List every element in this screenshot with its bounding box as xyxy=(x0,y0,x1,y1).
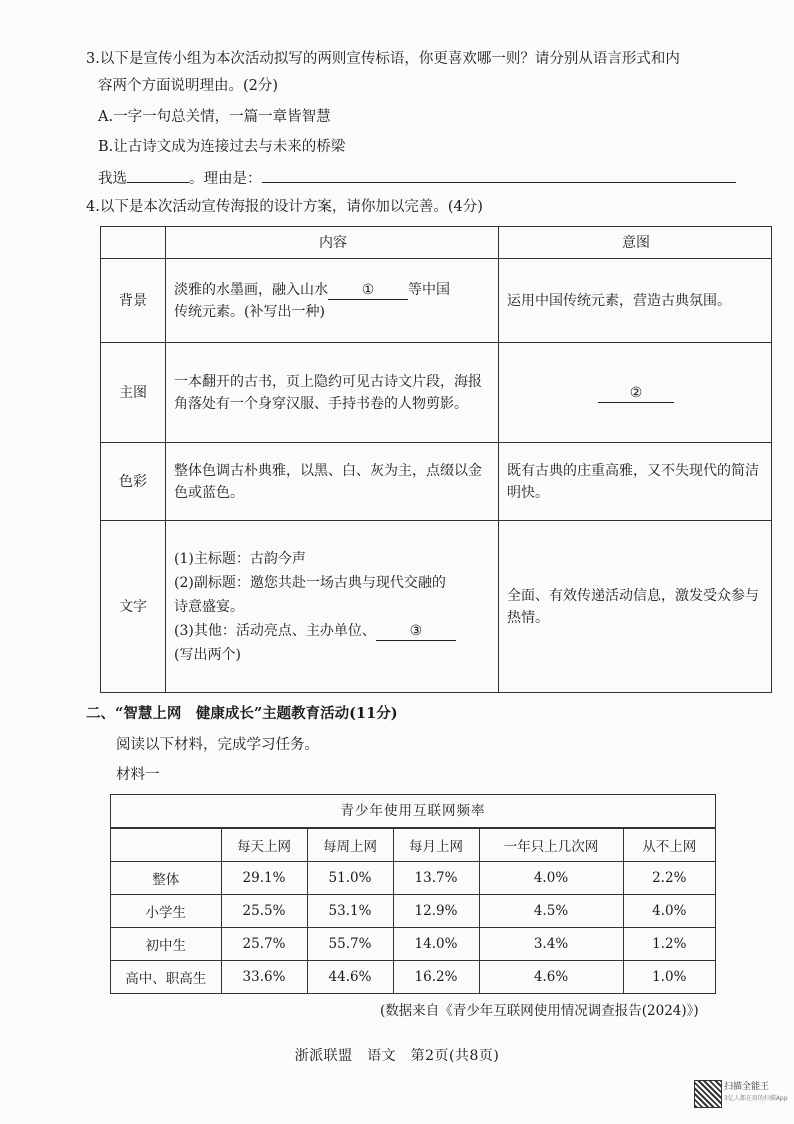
text-other xyxy=(174,619,492,643)
cell: 55.7% xyxy=(307,928,393,961)
col-monthly: 每月上网 xyxy=(393,829,479,862)
table-row xyxy=(111,961,715,994)
survey-grid xyxy=(111,828,715,993)
scanner-watermark xyxy=(724,1082,788,1104)
text-subtitle: (2)副标题：邀您共赴一场古典与现代交融的 xyxy=(174,574,446,591)
text-other-note: (写出两个) xyxy=(174,646,241,663)
cell: 4.5% xyxy=(479,895,623,928)
background-content-b: 等中国 xyxy=(408,281,450,298)
text-subtitle-cont: 诗意盛宴。 xyxy=(174,598,244,615)
row-label: 初中生 xyxy=(111,928,221,961)
col-yearly: 一年只上几次网 xyxy=(479,829,623,862)
row-background xyxy=(101,259,772,343)
background-content xyxy=(166,259,499,343)
row-label-color: 色彩 xyxy=(101,443,166,521)
q3-stem-line2: 容两个方面说明理由。(2分) xyxy=(98,78,279,94)
survey-title: 青少年使用互联网频率 xyxy=(111,795,715,828)
header-empty-cell xyxy=(101,227,166,259)
row-label: 小学生 xyxy=(111,895,221,928)
cell: 4.0% xyxy=(479,862,623,895)
q3-reason-label: 。理由是： xyxy=(189,171,262,187)
cell: 16.2% xyxy=(393,961,479,994)
cell: 1.2% xyxy=(623,928,715,961)
text-content xyxy=(166,521,499,693)
material-label: 材料一 xyxy=(116,767,160,783)
col-daily: 每天上网 xyxy=(221,829,307,862)
cell: 1.0% xyxy=(623,961,715,994)
cell: 12.9% xyxy=(393,895,479,928)
poster-design-table xyxy=(100,226,772,693)
background-intent: 运用中国传统元素，营造古典氛围。 xyxy=(499,259,772,343)
section2-instruction: 阅读以下材料，完成学习任务。 xyxy=(116,737,319,753)
col-never: 从不上网 xyxy=(623,829,715,862)
q3-choice-blank[interactable] xyxy=(127,166,189,183)
blank-3[interactable]: ③ xyxy=(376,622,456,641)
q4-stem: 4.以下是本次活动宣传海报的设计方案，请你加以完善。(4分) xyxy=(86,199,483,215)
col-weekly: 每周上网 xyxy=(307,829,393,862)
q3-choose-label: 我选 xyxy=(98,171,127,187)
table-row xyxy=(111,862,715,895)
main-image-content: 一本翻开的古书，页上隐约可见古诗文片段，海报角落处有一个身穿汉服、手持书卷的人物剪影。 xyxy=(166,343,499,443)
q3-answer-line xyxy=(98,166,736,190)
page-footer: 浙派联盟 语文 第2页(共8页) xyxy=(294,1048,500,1064)
cell: 14.0% xyxy=(393,928,479,961)
cell: 33.6% xyxy=(221,961,307,994)
q3-stem-line1: 3.以下是宣传小组为本次活动拟写的两则宣传标语，你更喜欢哪一则？请分别从语言形式和内 xyxy=(86,51,680,67)
q3-reason-blank[interactable] xyxy=(262,166,736,183)
section2-title: 二、“智慧上网 健康成长”主题教育活动(11分) xyxy=(86,705,398,722)
cell: 4.6% xyxy=(479,961,623,994)
blank-2[interactable]: ② xyxy=(598,384,674,403)
text-other-label: (3)其他：活动亮点、主办单位、 xyxy=(174,622,376,639)
color-intent: 既有古典的庄重高雅，又不失现代的简洁明快。 xyxy=(499,443,772,521)
qr-code-icon xyxy=(694,1080,722,1108)
survey-corner xyxy=(111,829,221,862)
row-text xyxy=(101,521,772,693)
cell: 4.0% xyxy=(623,895,715,928)
background-content-a: 淡雅的水墨画，融入山水 xyxy=(174,281,328,298)
cell: 51.0% xyxy=(307,862,393,895)
row-label-background: 背景 xyxy=(101,259,166,343)
scanner-sub: 3亿人都在用的扫描App xyxy=(724,1095,788,1102)
table-row xyxy=(111,928,715,961)
survey-table xyxy=(110,794,716,994)
main-image-intent xyxy=(499,343,772,443)
text-intent: 全面、有效传递活动信息，激发受众参与热情。 xyxy=(499,521,772,693)
row-label: 高中、职高生 xyxy=(111,961,221,994)
header-content: 内容 xyxy=(166,227,499,259)
cell: 13.7% xyxy=(393,862,479,895)
q3-option-b: B.让古诗文成为连接过去与未来的桥梁 xyxy=(98,139,346,155)
text-main-title: (1)主标题：古韵今声 xyxy=(174,550,306,567)
header-intent: 意图 xyxy=(499,227,772,259)
cell: 3.4% xyxy=(479,928,623,961)
row-label: 整体 xyxy=(111,862,221,895)
color-content: 整体色调古朴典雅，以黑、白、灰为主，点缀以金色或蓝色。 xyxy=(166,443,499,521)
cell: 2.2% xyxy=(623,862,715,895)
row-color xyxy=(101,443,772,521)
background-content-c: 传统元素。(补写出一种) xyxy=(174,303,325,320)
blank-1[interactable]: ① xyxy=(328,281,408,300)
cell: 53.1% xyxy=(307,895,393,928)
row-label-text: 文字 xyxy=(101,521,166,693)
row-label-main-image: 主图 xyxy=(101,343,166,443)
cell: 44.6% xyxy=(307,961,393,994)
table-row xyxy=(111,895,715,928)
scanner-name: 扫描全能王 xyxy=(724,1082,770,1092)
row-main-image xyxy=(101,343,772,443)
q3-option-a: A.一字一句总关情，一篇一章皆智慧 xyxy=(98,109,331,125)
survey-source: (数据来自《青少年互联网使用情况调查报告(2024)》) xyxy=(380,1003,699,1019)
survey-header-row xyxy=(111,829,715,862)
cell: 25.7% xyxy=(221,928,307,961)
poster-table-header xyxy=(101,227,772,259)
cell: 29.1% xyxy=(221,862,307,895)
cell: 25.5% xyxy=(221,895,307,928)
